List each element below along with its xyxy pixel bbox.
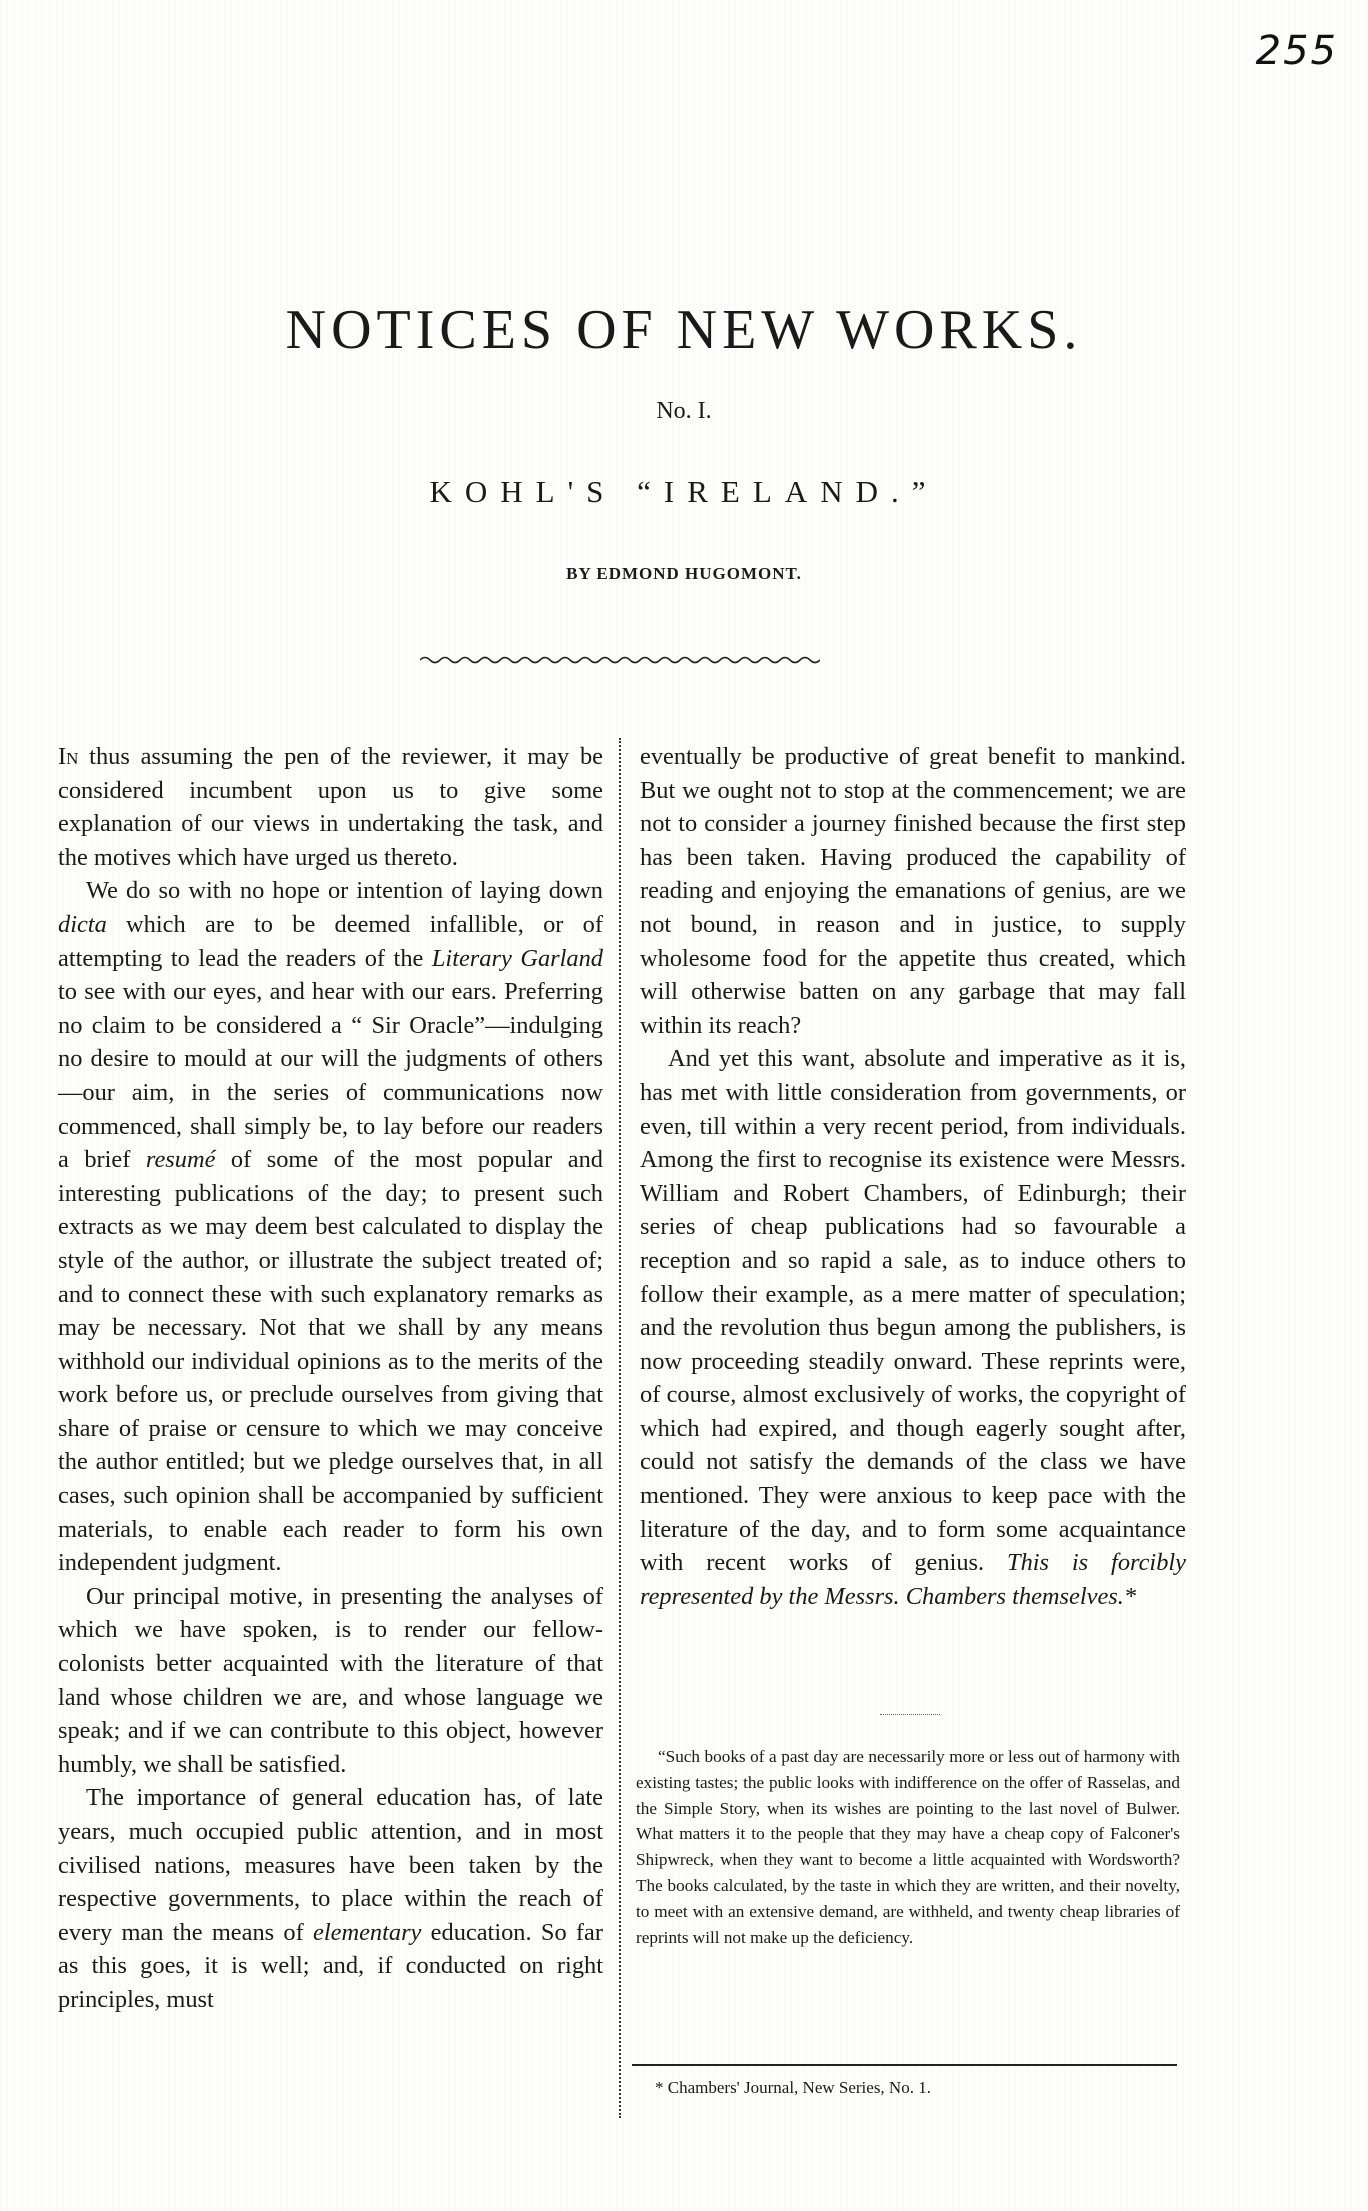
left-column	[58, 740, 603, 2017]
paragraph	[58, 874, 603, 1579]
italic-term: dicta	[58, 910, 107, 938]
column-divider	[619, 738, 621, 2118]
footnote-rule	[632, 2064, 1177, 2066]
short-rule	[880, 1714, 940, 1715]
dropcap: In	[58, 743, 79, 770]
paragraph-text: of some of the most popular and interesting publications of the day; to present such extracts as we may deem best calculated to display the style of the author, or illustrate the subject treated of; and to connect these with such explanatory remarks as may be necessary. Not that we shall by any means withhold our individual opinions as to the merits of the work before us, or preclude ourselves from giving that share of praise or censure to which we may conceive the author entitled; but we pledge ourselves that, in all cases, such opinion shall be accompanied by sufficient materials, to enable each reader to form his own independent judgment.	[58, 1146, 603, 1577]
paragraph	[58, 740, 603, 874]
paragraph-text: to see with our eyes, and hear with our ears. Preferring no claim to be considered a “ Sir Oracle”—indulging no desire to mould at our will the judgments of others—our aim, in the series of communications now commenced, shall simply be, to lay before our readers a brief	[58, 978, 603, 1174]
ornamental-rule	[420, 654, 820, 666]
byline: BY EDMOND HUGOMONT.	[566, 564, 802, 583]
quoted-footnote	[636, 1744, 1180, 1950]
paragraph-text: education. So far as this goes, it is well; and, if conducted on right principles, must	[58, 1918, 603, 2013]
notice-number: No. I.	[656, 398, 712, 424]
footnote-text: “Such books of a past day are necessarily more or less out of harmony with existing tastes; the public looks with indifference on the offer of Rasselas, and the Simple Story, when its wishes are pointing to the last novel of Bulwer. What matters it to the people that they may have a cheap copy of Falconer's Shipwreck, when they want to become a little acquainted with Wordsworth? The books calculated, by the taste in which they are written, and their novelty, to meet with an extensive demand, are withheld, and twenty cheap libraries of reprints will not make up the deficiency.	[636, 1747, 1180, 1947]
paragraph-text: And yet this want, absolute and imperative as it is, has met with little consideration from governments, or even, till within a very recent period, from individuals. Among the first to recognise its existence were Messrs. William and Robert Chambers, of Edinburgh; their series of cheap publications had so favourable a reception and so rapid a sale, as to induce others to follow their example, as a mere matter of speculation; and the revolution thus begun among the publishers, is now proceeding steadily onward. These reprints were, of course, almost exclusively of works, the copyright of which had expired, and though eagerly sought after, could not satisfy the demands of the class we have mentioned. They were anxious to keep pace with the literature of the day, and to form some acquaintance with recent works of genius.	[640, 1045, 1186, 1577]
source-note: * Chambers' Journal, New Series, No. 1.	[655, 2078, 931, 2097]
paragraph: Our principal motive, in presenting the analyses of which we have spoken, is to render our fellow-colonists better acquainted with the literature of that land whose children we are, and whose language we speak; and if we can contribute to this object, however humbly, we shall be satisfied.	[58, 1582, 603, 1778]
page-title: NOTICES OF NEW WORKS.	[285, 299, 1083, 361]
paragraph	[640, 1042, 1186, 1613]
paragraph-text: thus assuming the pen of the reviewer, it may be considered incumbent upon us to give some explanation of our views in undertaking the task, and the motives which have urged us thereto.	[58, 743, 603, 871]
paragraph	[58, 1781, 603, 2016]
article-subtitle: KOHL'S “IRELAND.”	[429, 474, 939, 509]
paragraph-text: We do so with no hope or intention of laying down	[86, 877, 603, 905]
paragraph-text: which are to be deemed infallible, or of attempting to lead the readers of the	[58, 910, 603, 972]
page-number: 255	[1255, 28, 1338, 74]
italic-term: resumé	[145, 1146, 216, 1174]
italic-term: Literary Garland	[431, 944, 603, 972]
italic-term: elementary	[313, 1918, 422, 1946]
italic-sentence: This is forcibly represented by the Messrs. Chambers themselves.*	[640, 1549, 1186, 1610]
paragraph-text: The importance of general education has, of late years, much occupied public attention, and in most civilised nations, measures have been taken by the respective governments, to place within the reach of every man the means of	[58, 1784, 603, 1946]
paragraph: eventually be productive of great benefit to mankind. But we ought not to stop at the commencement; we are not to consider a journey finished because the first step has been taken. Having produced the capability of reading and enjoying the emanations of genius, are we not bound, in reason and in justice, to supply wholesome food for the appetite thus created, which will otherwise batten on any garbage that may fall within its reach?	[640, 743, 1186, 1039]
right-column	[640, 740, 1186, 1613]
